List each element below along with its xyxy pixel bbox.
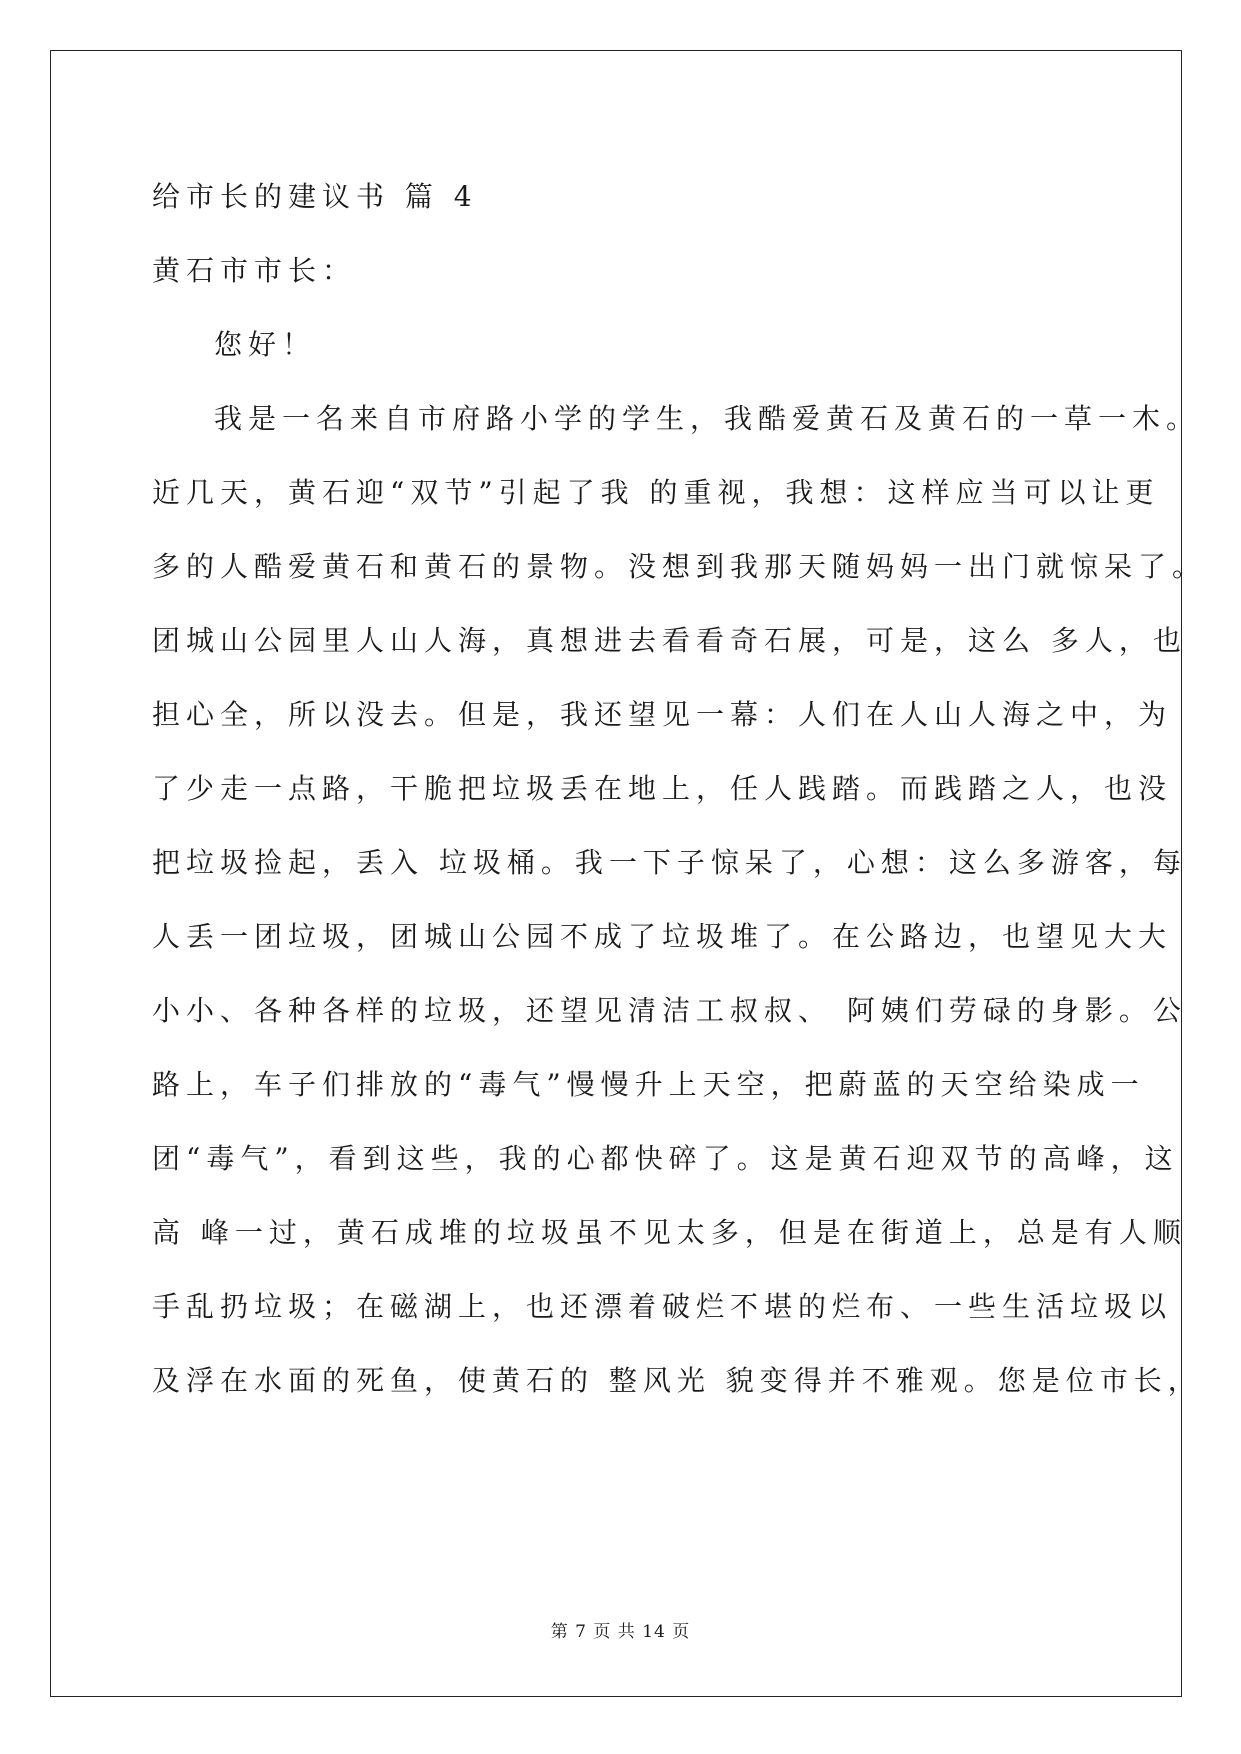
text-line: 小小、各种各样的垃圾，还望见清洁工叔叔、 阿姨们劳碌的身影。公 bbox=[152, 994, 1187, 1027]
text-line: 了少走一点路，干脆把垃圾丢在地上，任人践踏。而践踏之人，也没 bbox=[152, 772, 1173, 805]
text-line: 及浮在水面的死鱼，使黄石的 整风光 貌变得并不雅观。您是位市长， bbox=[152, 1364, 1202, 1397]
text-line: 路上，车子们排放的“毒气”慢慢升上天空，把蔚蓝的天空给染成一 bbox=[152, 1068, 1145, 1101]
text-line: 高 峰一过，黄石成堆的垃圾虽不见太多，但是在街道上，总是有人顺 bbox=[152, 1216, 1187, 1249]
document-body bbox=[152, 160, 1207, 1418]
text-line: 把垃圾捡起，丢入 垃圾桶。我一下子惊呆了，心想：这么多游客，每 bbox=[152, 846, 1187, 879]
text-line: 多的人酷爱黄石和黄石的景物。没想到我那天随妈妈一出门就惊呆了。 bbox=[152, 550, 1207, 583]
text-line: 近几天，黄石迎“双节”引起了我 的重视，我想：这样应当可以让更 bbox=[152, 476, 1160, 509]
text-line: 人丢一团垃圾，团城山公园不成了垃圾堆了。在公路边，也望见大大 bbox=[152, 920, 1173, 953]
text-line: 团城山公园里人山人海，真想进去看看奇石展，可是，这么 多人，也 bbox=[152, 624, 1187, 657]
page-footer: 第 7 页 共 14 页 bbox=[550, 1622, 691, 1642]
text-line: 担心全，所以没去。但是，我还望见一幕：人们在人山人海之中，为 bbox=[152, 698, 1173, 731]
text-line: 我是一名来自市府路小学的学生，我酷爱黄石及黄石的一草一木。 bbox=[214, 402, 1201, 435]
greeting: 您好！ bbox=[214, 328, 317, 361]
document-title: 给市长的建议书 篇 4 bbox=[152, 180, 478, 213]
salutation: 黄石市市长： bbox=[152, 254, 357, 287]
text-line: 手乱扔垃圾；在磁湖上，也还漂着破烂不堪的烂布、一些生活垃圾以 bbox=[152, 1290, 1173, 1323]
text-line: 团“毒气”，看到这些，我的心都快碎了。这是黄石迎双节的高峰，这 bbox=[152, 1142, 1179, 1175]
